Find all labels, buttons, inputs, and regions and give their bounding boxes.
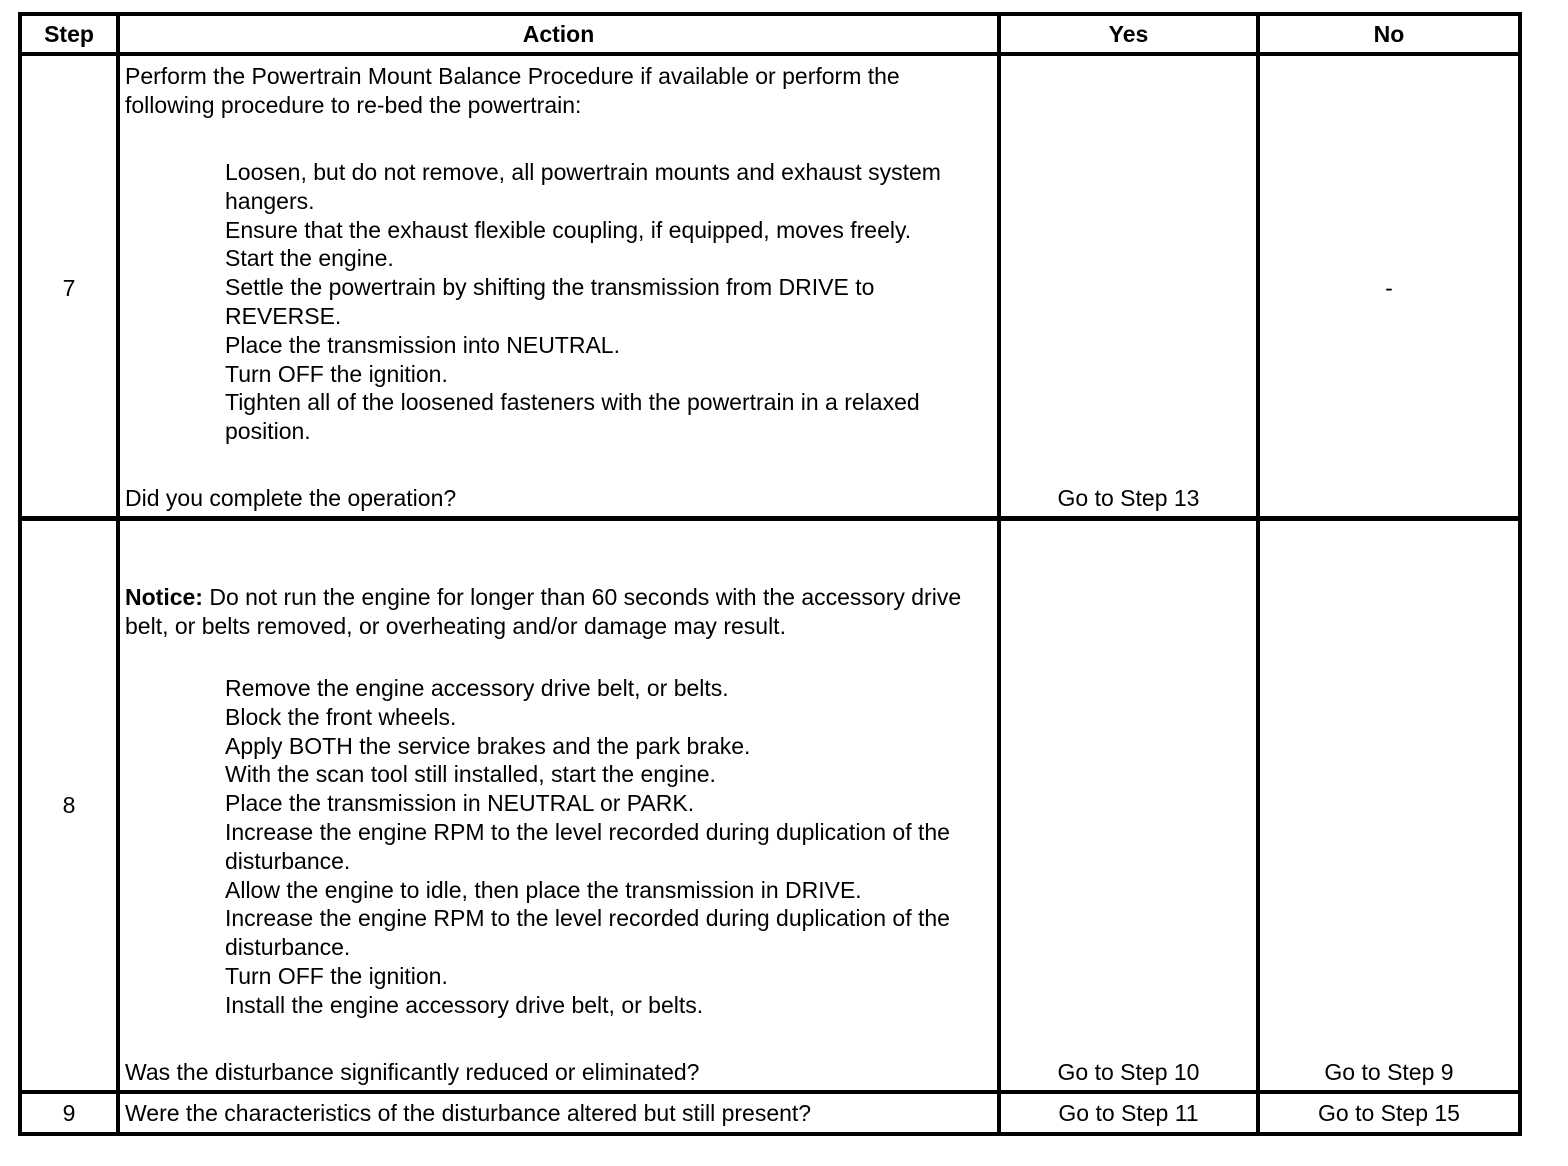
header-action: Action	[522, 21, 595, 47]
row8-yes: Go to Step 10	[1057, 1059, 1200, 1085]
notice-label: Notice:	[125, 584, 203, 610]
list-item: Block the front wheels.	[225, 703, 457, 730]
list-item: Turn OFF the ignition.	[225, 962, 448, 989]
rule-row8-bottom	[18, 1090, 1522, 1094]
list-item: Increase the engine RPM to the level recorded during duplication of the disturbance.	[225, 818, 950, 874]
row9-no: Go to Step 15	[1318, 1100, 1460, 1126]
header-no: No	[1373, 21, 1405, 47]
header-step: Step	[44, 21, 94, 47]
list-item: With the scan tool still installed, start the engine.	[225, 761, 716, 788]
rule-col-step	[116, 12, 120, 1136]
notice-text: Do not run the engine for longer than 60 seconds with the accessory drive belt, or belts removed, or overheating and/or damage may result.	[125, 584, 962, 639]
row7-intro: Perform the Powertrain Mount Balance Procedure if available or perform the following procedure to re-bed the powertrain:	[125, 63, 900, 118]
list-item: Settle the powertrain by shifting the transmission from DRIVE to REVERSE.	[225, 274, 875, 329]
row7-question: Did you complete the operation?	[125, 485, 457, 511]
row8-notice	[125, 583, 993, 641]
list-item: Install the engine accessory drive belt, or belts.	[225, 991, 704, 1018]
list-item: Allow the engine to idle, then place the transmission in DRIVE.	[225, 876, 862, 903]
row7-steps-list	[225, 158, 993, 446]
row8-steps-list	[225, 674, 993, 1020]
row7-yes: Go to Step 13	[1057, 485, 1200, 511]
list-item: Turn OFF the ignition.	[225, 360, 448, 387]
row8-step: 8	[62, 792, 76, 818]
rule-left	[18, 12, 22, 1136]
rule-bottom	[18, 1132, 1522, 1136]
list-item: Start the engine.	[225, 245, 394, 272]
row8-question: Was the disturbance significantly reduced or eliminated?	[125, 1059, 700, 1085]
list-item: Loosen, but do not remove, all powertrain mounts and exhaust system hangers.	[225, 159, 941, 214]
rule-top	[18, 12, 1522, 16]
rule-header-bottom	[18, 52, 1522, 56]
row7-no: -	[1385, 275, 1393, 301]
list-item: Remove the engine accessory drive belt, or belts.	[225, 675, 729, 701]
row8-no: Go to Step 9	[1324, 1059, 1454, 1085]
rule-col-yes	[1256, 12, 1260, 1136]
row7-step: 7	[62, 275, 76, 301]
row9-question: Were the characteristics of the disturbance altered but still present?	[125, 1100, 812, 1126]
header-yes: Yes	[1108, 21, 1149, 47]
list-item: Increase the engine RPM to the level recorded during duplication of the disturbance.	[225, 905, 950, 961]
list-item: Ensure that the exhaust flexible coupling, if equipped, moves freely.	[225, 216, 912, 243]
list-item: Place the transmission in NEUTRAL or PARK.	[225, 790, 695, 817]
row9-yes: Go to Step 11	[1058, 1100, 1199, 1126]
list-item: Tighten all of the loosened fasteners with the powertrain in a relaxed position.	[225, 389, 920, 445]
list-item: Apply BOTH the service brakes and the park brake.	[225, 732, 751, 759]
procedure-table	[18, 12, 1522, 1136]
rule-row7-bottom	[18, 516, 1522, 521]
rule-right	[1518, 12, 1522, 1136]
list-item: Place the transmission into NEUTRAL.	[225, 331, 620, 358]
rule-col-action	[997, 12, 1001, 1136]
row9-step: 9	[62, 1100, 76, 1126]
